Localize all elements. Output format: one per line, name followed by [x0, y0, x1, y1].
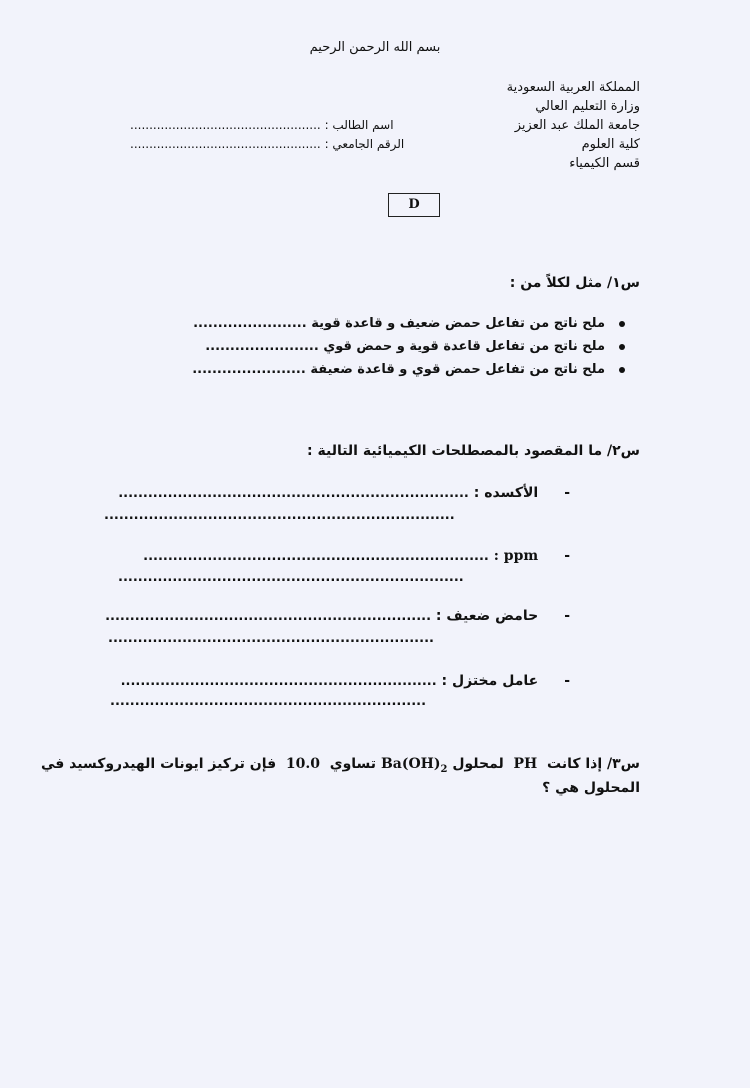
dash-marker: -: [564, 548, 570, 564]
header-line-college: كلية العلوم: [581, 137, 640, 152]
q1-item-3: [192, 362, 625, 377]
q3-line-2: المحلول هي ؟: [542, 780, 640, 796]
bullet-icon: [619, 321, 625, 327]
q1-item-1-dots[interactable]: .......................: [193, 316, 307, 331]
header-line-ministry: وزارة التعليم العالي: [535, 99, 640, 114]
header-line-university: جامعة الملك عبد العزيز: [514, 118, 640, 133]
q3-equals-word: تساوي: [329, 756, 377, 772]
q1-item-2-text: ملح ناتج من تفاعل قاعدة قوية و حمض قوي: [323, 339, 605, 354]
student-name-label: اسم الطالب :: [324, 118, 394, 132]
q2-term-4: [121, 673, 570, 689]
q2-term-1-dots-1[interactable]: .......................................................................: [118, 486, 469, 501]
dash-marker: -: [564, 608, 570, 624]
q3-intro: س٣/ إذا كانت: [547, 756, 640, 772]
q1-item-3-dots[interactable]: .......................: [192, 362, 306, 377]
q1-item-1: [193, 316, 625, 331]
q1-title: س١/ مثل لكلاً من :: [509, 275, 640, 291]
student-name-dots: ..................................................: [130, 118, 321, 132]
q3-value: 10.0: [285, 756, 321, 772]
bullet-icon: [619, 344, 625, 350]
q1-item-2-dots[interactable]: .......................: [205, 339, 319, 354]
header-line-kingdom: المملكة العربية السعودية: [506, 80, 640, 95]
q2-term-2-dots-1[interactable]: ......................................................................: [143, 549, 489, 564]
q1-item-2: [205, 339, 625, 354]
q2-term-4-dots-2[interactable]: ................................................................: [110, 694, 427, 709]
student-id-field[interactable]: [130, 137, 404, 151]
q2-term-3-dots-1[interactable]: ..................................................................: [105, 609, 432, 624]
q2-term-4-label: عامل مختزل :: [441, 673, 539, 689]
q2-term-2-dots-2[interactable]: ......................................................................: [118, 570, 464, 585]
student-id-dots: ..................................................: [130, 137, 321, 151]
student-name-field[interactable]: [130, 118, 394, 132]
q2-term-3: [105, 608, 570, 624]
q2-term-1: [118, 485, 570, 501]
q3-rest: فإن تركيز ايونات الهيدروكسيد في: [40, 756, 277, 772]
q2-term-2: [143, 548, 570, 564]
q2-term-4-dots-1[interactable]: ................................................................: [120, 674, 437, 689]
q3-ph: PH: [513, 756, 538, 772]
q3-solution-word: لمحلول: [452, 756, 504, 772]
q2-title: س٢/ ما المقصود بالمصطلحات الكيميائية التالية :: [307, 443, 640, 459]
q1-item-3-text: ملح ناتج من تفاعل حمض قوي و قاعدة ضعيفة: [310, 362, 605, 377]
q3-compound: $Ba(OH)_2$: [380, 756, 448, 775]
q2-term-3-dots-2[interactable]: ..................................................................: [108, 631, 434, 646]
q2-term-1-dots-2[interactable]: .......................................................................: [104, 508, 455, 523]
q2-term-2-label: ppm :: [493, 548, 539, 564]
q2-term-1-label: الأكسده :: [473, 485, 539, 501]
exam-code-box: D: [388, 193, 440, 217]
dash-marker: -: [564, 673, 570, 689]
basmala: بسم الله الرحمن الرحيم: [309, 40, 441, 55]
dash-marker: -: [564, 485, 570, 501]
student-id-label: الرقم الجامعي :: [324, 137, 405, 151]
bullet-icon: [619, 367, 625, 373]
q2-term-3-label: حامض ضعيف :: [435, 608, 539, 624]
q1-item-1-text: ملح ناتج من تفاعل حمض ضعيف و قاعدة قوية: [311, 316, 605, 331]
header-line-department: قسم الكيمياء: [569, 156, 640, 171]
